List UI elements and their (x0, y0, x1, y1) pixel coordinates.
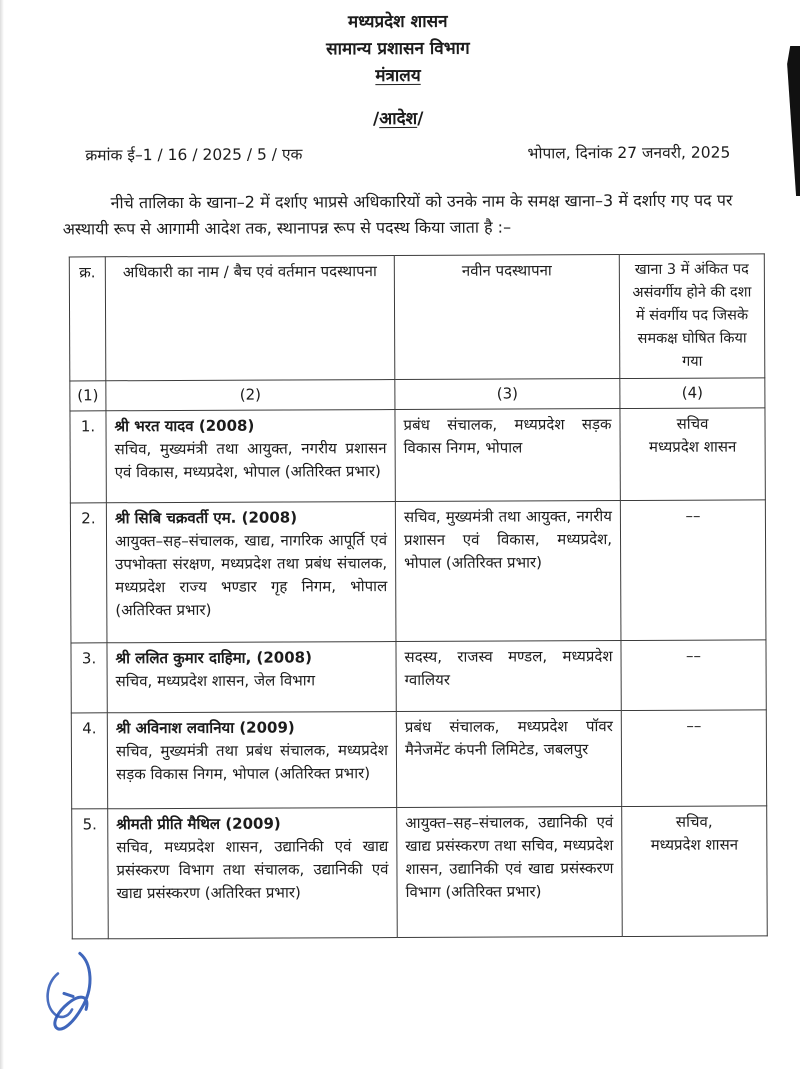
new-posting-cell: सदस्य, राजस्व मण्डल, मध्यप्रदेश ग्वालियर (396, 641, 621, 712)
header-new-posting: नवीन पदस्थापना (394, 255, 620, 380)
scan-edge-shadow (0, 0, 4, 1069)
department-title: सामान्य प्रशासन विभाग (326, 38, 470, 60)
table-row (71, 710, 766, 809)
officer-name: श्री अविनाश लवानिया (2009) (115, 718, 295, 738)
equivalent-post-cell: –– (621, 640, 766, 711)
current-posting: आयुक्त–सह–संचालक, खाद्य, नागरिक आपूर्ति एवं उपभोक्ता संरक्षण, मध्यप्रदेश तथा प्रबंध संचालक, मध्यप्रदेश राज्य भण्डार गृह निगम, भोपाल (अतिरिक्त प्रभार) (114, 531, 388, 620)
row-officer-cell (107, 642, 396, 713)
table-header-row (69, 254, 765, 381)
header-sno: क्र. (69, 257, 106, 381)
equivalent-post-cell: –– (620, 500, 766, 641)
colnum-3: (3) (395, 379, 620, 410)
reference-line (85, 141, 730, 166)
officer-name: श्रीमती प्रीति मैथिल (2009) (116, 814, 281, 834)
row-sno: 4. (71, 713, 107, 809)
order-number: क्रमांक ई–1 / 16 / 2025 / 5 / एक (85, 145, 303, 165)
new-posting-cell: प्रबंध संचालक, मध्यप्रदेश पॉवर मैनेजमेंट कंपनी लिमिटेड, जबलपुर (396, 711, 621, 808)
column-number-row (70, 378, 765, 411)
row-officer-cell (107, 712, 396, 809)
signature-mark (28, 945, 114, 1045)
row-officer-cell (106, 410, 395, 503)
order-heading: /आदेश/ (372, 108, 424, 130)
row-officer-cell (108, 808, 398, 939)
row-officer-cell (106, 502, 396, 643)
officer-name: श्री भरत यादव (2008) (114, 416, 255, 436)
new-posting-cell: आयुक्त–सह–संचालक, उद्यानिकी एवं खाद्य प्रसंस्करण तथा सचिव, मध्यप्रदेश शासन, उद्यानिकी एवं खाद्य प्रसंस्करण विभाग (अतिरिक्त प्रभार) (397, 807, 623, 938)
colnum-2: (2) (106, 380, 395, 411)
colnum-4: (4) (620, 378, 765, 409)
place-and-date: भोपाल, दिनांक 27 जनवरी, 2025 (527, 143, 731, 163)
new-posting-cell: प्रबंध संचालक, मध्यप्रदेश सड़क विकास निगम, भोपाल (395, 409, 620, 502)
ministry-title: मंत्रालय (375, 65, 421, 87)
equivalent-post-cell: सचिव मध्यप्रदेश शासन (620, 408, 765, 501)
colnum-1: (1) (70, 381, 106, 411)
officer-name: श्री सिबि चक्रवर्ती एम. (2008) (114, 508, 298, 528)
current-posting: सचिव, मध्यप्रदेश शासन, जेल विभाग (115, 671, 316, 691)
govt-title: मध्यप्रदेश शासन (347, 11, 448, 33)
table-row (70, 500, 766, 643)
current-posting: सचिव, मुख्यमंत्री तथा आयुक्त, नगरीय प्रशासन एवं विकास, मध्यप्रदेश, भोपाल (अतिरिक्त प्रभार) (114, 439, 387, 482)
table-row (72, 806, 768, 939)
current-posting: सचिव, मध्यप्रदेश शासन, उद्यानिकी एवं खाद्य प्रसंस्करण विभाग तथा संचालक, उद्यानिकी एवं खाद्य प्रसंस्करण (अतिरिक्त प्रभार) (116, 837, 389, 903)
officer-name: श्री ललित कुमार दाहिमा, (2008) (115, 648, 312, 668)
document-header (0, 0, 798, 133)
row-sno: 2. (70, 503, 107, 643)
current-posting: सचिव, मुख्यमंत्री तथा प्रबंध संचालक, मध्यप्रदेश सड़क विकास निगम, भोपाल (अतिरिक्त प्रभार) (115, 741, 388, 784)
header-officer-name: अधिकारी का नाम / बैच एवं वर्तमान पदस्थापना (105, 256, 395, 381)
header-equivalent-post: खाना 3 में अंकित पद असंवर्गीय होने की दशा में संवर्गीय पद जिसके समकक्ष घोषित किया गया (619, 254, 765, 379)
row-sno: 3. (71, 643, 107, 713)
table-row (70, 408, 765, 503)
equivalent-post-cell: –– (621, 710, 766, 807)
equivalent-post-cell: सचिव, मध्यप्रदेश शासन (622, 806, 768, 937)
row-sno: 5. (72, 809, 109, 939)
row-sno: 1. (70, 411, 106, 503)
intro-paragraph: नीचे तालिका के खाना–2 में दर्शाए भाप्रसे अधिकारियों को उनके नाम के समक्ष खाना–3 में दर्शाए गए पद पर अस्थायी रूप से आगामी आदेश तक, स्थानापन्न रूप से पदस्थ किया जाता है :– (62, 190, 733, 238)
postings-table (69, 253, 768, 939)
table-row (71, 640, 766, 713)
new-posting-cell: सचिव, मुख्यमंत्री तथा आयुक्त, नगरीय प्रशासन एवं विकास, मध्यप्रदेश, भोपाल (अतिरिक्त प्रभार) (395, 501, 621, 642)
